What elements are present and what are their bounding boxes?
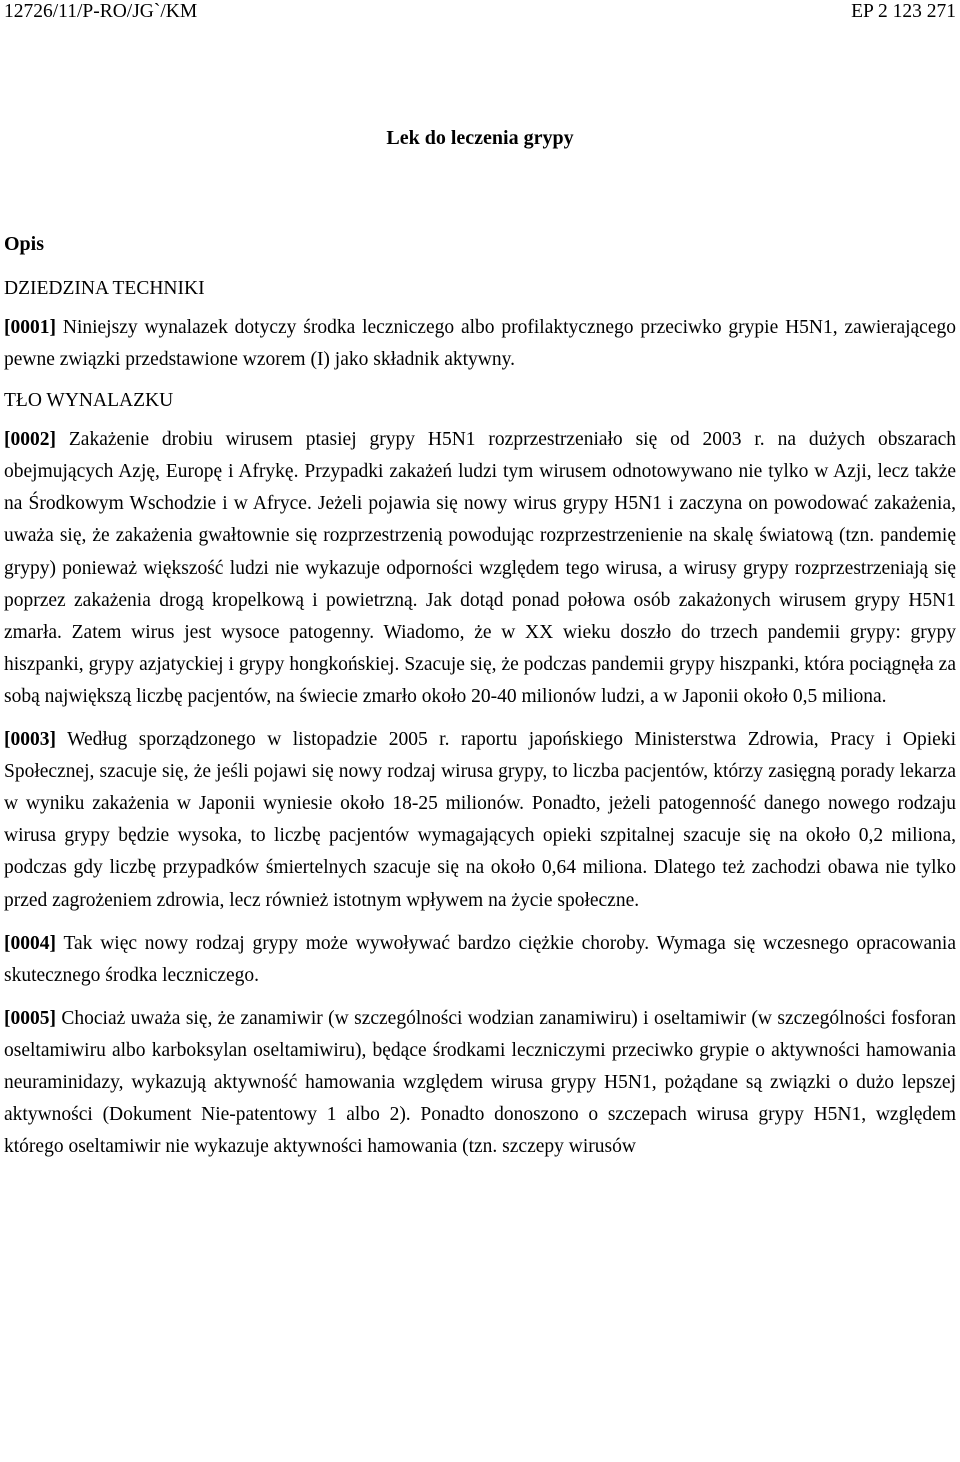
paragraph-text: Niniejszy wynalazek dotyczy środka leczniczego albo profilaktycznego przeciwko grypie H5N1, zawierającego pewne związki przedstawione wzorem (I) jako składnik aktywny. xyxy=(4,317,956,371)
paragraph-0002 xyxy=(4,424,956,713)
paragraph-number: [0002] xyxy=(4,429,56,451)
document-reference: 12726/11/P-RO/JG`/KM xyxy=(4,1,198,22)
paragraph-text: Tak więc nowy rodzaj grypy może wywoływać bardzo ciężkie choroby. Wymaga się wczesnego opracowania skutecznego środka leczniczego. xyxy=(4,932,956,986)
paragraph-number: [0003] xyxy=(4,729,56,751)
paragraph-0003 xyxy=(4,724,956,917)
document-title: Lek do leczenia grypy xyxy=(386,127,574,149)
paragraph-number: [0001] xyxy=(4,317,56,338)
paragraph-number: [0004] xyxy=(4,932,56,954)
description-heading: Opis xyxy=(4,233,45,255)
paragraph-0004 xyxy=(4,928,956,992)
paragraph-text: Zakażenie drobiu wirusem ptasiej grypy H5N1 rozprzestrzeniało się od 2003 r. na dużych obszarach obejmujących Azję, Europę i Afrykę. Przypadki zakażeń ludzi tym wirusem odnotowywano nie tylko w Azji, lecz także na Środkowym Wschodzie i w Afryce. Jeżeli pojawia się nowy wirus grypy H5N1 i zaczyna on powodować zakażenia, uważa się, że zakażenia gwałtownie się rozprzestrzenią powodując rozprzestrzenienie na skalę światową (tzn. pandemię grypy) ponieważ większość ludzi nie wykazuje odporności względem tego wirusa, a wirusy grypy rozprzestrzeniają się poprzez zakażenia drogą kropelkową i powietrzną. Jak dotąd ponad połowa osób zakażonych wirusem grypy H5N1 zmarła. Zatem wirus jest wysoce patogenny. Wiadomo, że w XX wieku doszło do trzech pandemii grypy: grypy hiszpanki, grypy azjatyckiej i grypy hongkońskiej. Szacuje się, że podczas pandemii grypy hiszpanki, która pociągnęła za sobą największą liczbę pacjentów, na świecie zmarło około 20-40 milionów ludzi, a w Japonii około 0,5 miliona. xyxy=(4,429,957,707)
section-heading-background: TŁO WYNALAZKU xyxy=(4,390,174,412)
patent-number: EP 2 123 271 xyxy=(851,1,956,22)
paragraph-text: Według sporządzonego w listopadzie 2005 r. raportu japońskiego Ministerstwa Zdrowia, Pracy i Opieki Społecznej, szacuje się, że jeśli pojawi się nowy rodzaj wirusa grypy, to liczba pacjentów, którzy zasięgną porady lekarza w wyniku zakażenia w Japonii wyniesie około 18-25 milionów. Ponadto, jeżeli patogenność danego nowego rodzaju wirusa grypy będzie wysoka, to liczbę pacjentów wymagających opieki szpitalnej szacuje się na około 0,2 miliona, podczas gdy liczbę przypadków śmiertelnych szacuje się na około 0,64 miliona. Dlatego też zachodzi obawa nie tylko przed zagrożeniem zdrowia, lecz również istotnym wpływem na życie społeczne. xyxy=(4,729,956,911)
section-heading-field: DZIEDZINA TECHNIKI xyxy=(4,278,205,299)
paragraph-text: Chociaż uważa się, że zanamiwir (w szczególności wodzian zanamiwiru) i oseltamiwir (w szczególności fosforan oseltamiwiru albo karboksylan oseltamiwiru), będące środkami leczniczymi przeciwko grypie o aktywności hamowania neuraminidazy, wykazują aktywność hamowania względem wirusa grypy H5N1, pożądane są związki o dużo lepszej aktywności (Dokument Nie-patentowy 1 albo 2). Ponadto donoszono o szczepach wirusa grypy H5N1, względem którego oseltamiwir nie wykazuje aktywności hamowania (tzn. szczepy wirusów xyxy=(4,1007,957,1158)
paragraph-0005 xyxy=(4,1003,956,1163)
paragraph-0001 xyxy=(4,312,956,376)
paragraph-number: [0005] xyxy=(4,1007,56,1029)
document-body xyxy=(4,230,956,1174)
